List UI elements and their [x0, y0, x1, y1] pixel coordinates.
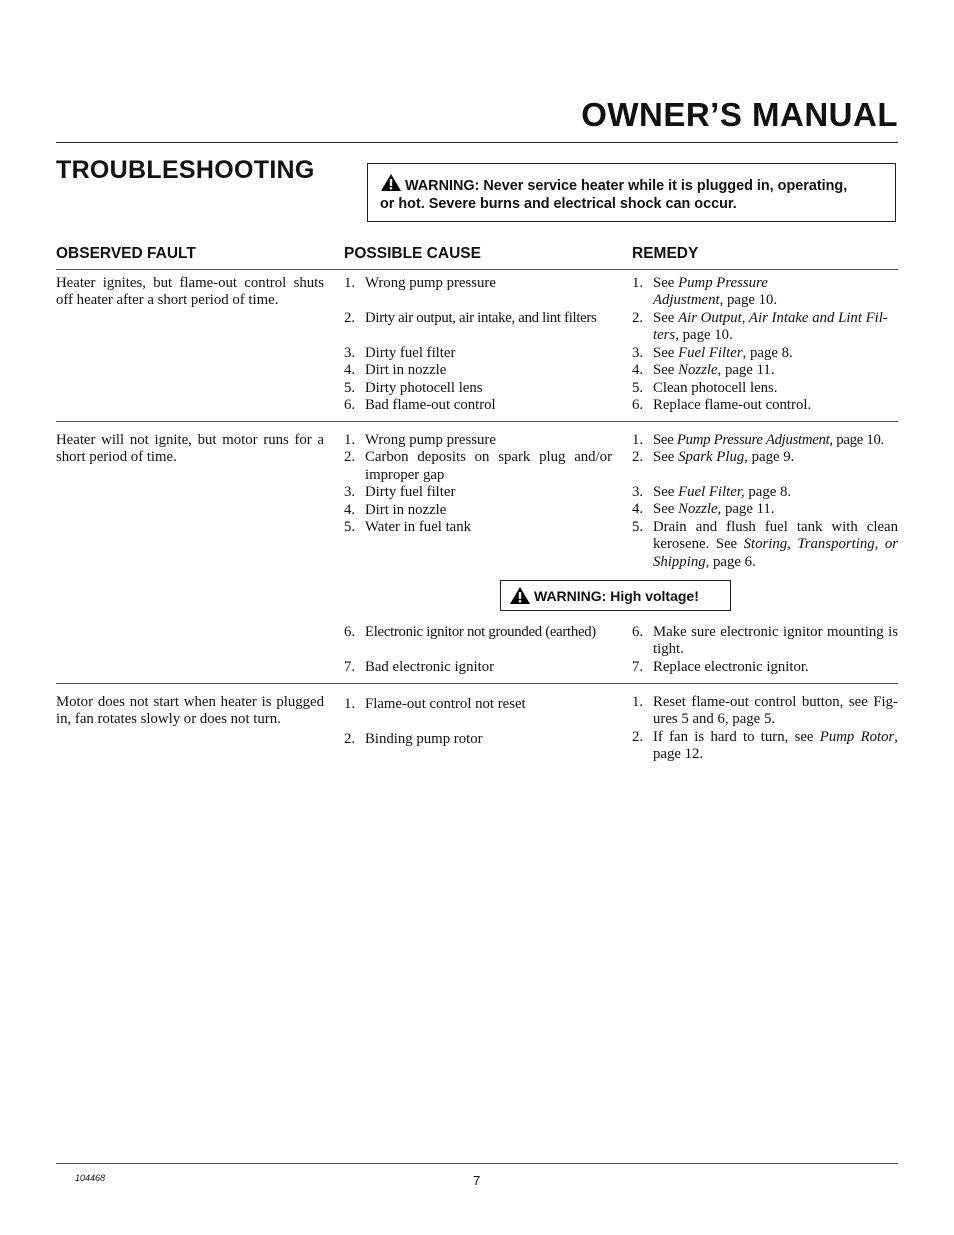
num: 6. [632, 624, 644, 640]
num: 6. [632, 397, 644, 414]
page-number: 7 [473, 1173, 481, 1188]
remedy-ref: Fuel Filter, [678, 484, 745, 500]
num: 3. [344, 484, 356, 501]
list-item [344, 380, 612, 397]
remedy-text: See [653, 362, 679, 379]
num [632, 292, 653, 309]
row-divider [56, 683, 898, 684]
list-item [632, 501, 898, 518]
list-item [344, 362, 612, 379]
remedy-text: page 8. [744, 484, 792, 500]
num: 7. [632, 658, 644, 675]
remedy-ref: Nozzle, [678, 501, 722, 518]
list-item [632, 624, 898, 659]
cause-text: Electronic ignitor not grounded (earthed) [365, 624, 596, 640]
num: 2. [344, 731, 356, 747]
list-item [632, 362, 898, 379]
cause-text: Dirty photocell lens [365, 379, 483, 396]
num: 1. [632, 694, 644, 710]
num: 1. [632, 275, 644, 291]
list-item [632, 449, 898, 466]
list-item [344, 519, 612, 536]
high-voltage-text: WARNING: High voltage! [534, 587, 699, 604]
remedy-text: Make sure electronic ignitor mounting is tight. [653, 624, 898, 658]
num: 2. [632, 449, 644, 466]
num: 1. [632, 432, 644, 448]
num: 1. [344, 696, 356, 712]
list-item [632, 484, 898, 501]
remedy-text: page 10. [832, 432, 884, 448]
num: 7. [344, 659, 356, 675]
row3-fault: Motor does not start when heater is plugged in, fan rotates slowly or does not turn. [56, 694, 324, 728]
remedy-ref: Air Output, Air Intake and Lint Fil- [678, 310, 888, 326]
remedy-text: Clean photocell lens. [653, 379, 778, 396]
row2-remedy-list-c [632, 624, 898, 676]
remedy-ref: Spark Plug, [678, 449, 748, 466]
cause-text: Carbon deposits on spark plug and/or improper gap [365, 449, 612, 483]
row1-fault: Heater ignites, but flame-out control shuts off heater after a short period of time. [56, 275, 324, 309]
warning-line2: or hot. Severe burns and electrical shock can occur. [380, 196, 737, 212]
warning-line1: WARNING: Never service heater while it is plugged in, operating, [405, 178, 848, 194]
remedy-text: See [653, 484, 679, 500]
document-code: 104468 [75, 1173, 106, 1183]
cause-text: Water in fuel tank [365, 519, 472, 536]
list-item [344, 432, 612, 449]
list-item [632, 694, 898, 729]
list-item [632, 432, 898, 449]
remedy-ref: Pump Pressure [678, 275, 768, 291]
remedy-text: , page 8. [742, 345, 793, 361]
row2-cause-6 [344, 624, 612, 641]
remedy-text: Reset flame-out control button, see Fig-ures 5 and 6, page 5. [653, 694, 898, 728]
remedy-ref: Pump Pressure Adjustment, [676, 432, 833, 448]
num: 2. [632, 728, 644, 745]
remedy-text: Replace electronic ignitor. [653, 658, 809, 675]
remedy-ref: Pump Rotor [819, 728, 895, 745]
warning-box [367, 163, 896, 222]
row2-cause-7 [344, 659, 612, 676]
remedy-text: page 9. [747, 449, 795, 466]
header-rule [56, 142, 898, 143]
cause-text: Dirt in nozzle [365, 362, 447, 379]
list-item [632, 345, 898, 362]
row2-cause-list [344, 432, 612, 536]
col-possible-cause: POSSIBLE CAUSE [344, 245, 481, 262]
col-observed-fault: OBSERVED FAULT [56, 245, 196, 262]
num: 4. [632, 501, 644, 518]
num: 4. [344, 501, 356, 518]
num: 6. [344, 397, 356, 414]
remedy-text: , page 12. [653, 728, 898, 763]
high-voltage-warning [500, 580, 731, 611]
list-item [632, 659, 898, 676]
num: 1. [344, 432, 356, 448]
num: 5. [632, 379, 644, 396]
row1-cause-2 [344, 310, 612, 327]
manual-title: OWNER’S MANUAL [581, 96, 898, 133]
remedy-ref: Storing, Transporting, or Shipping, [653, 536, 898, 570]
row-divider [56, 421, 898, 422]
cause-text: Binding pump rotor [365, 731, 483, 747]
list-item [344, 449, 612, 484]
remedy-text: , page 11. [717, 362, 775, 379]
list-item [344, 345, 612, 362]
warning-icon [509, 586, 531, 605]
num: 6. [344, 624, 356, 640]
num: 3. [632, 484, 644, 500]
num: 5. [632, 518, 644, 535]
list-item [344, 502, 612, 519]
cause-text: Bad flame-out control [365, 397, 496, 414]
row1-remedy-2 [632, 310, 898, 345]
remedy-text: Replace flame-out control. [653, 397, 812, 414]
remedy-text: See [653, 501, 679, 518]
remedy-text: See [653, 345, 679, 361]
row1-cause-1 [344, 275, 612, 292]
remedy-text: , page 10. [719, 292, 778, 309]
cause-text: Flame-out control not reset [365, 696, 526, 712]
row2-remedy-list-a [632, 432, 898, 467]
num: 4. [344, 362, 356, 379]
footer-rule [56, 1163, 898, 1164]
remedy-text: page 6. [709, 553, 756, 570]
remedy-ref: ters [653, 327, 676, 344]
remedy-text: See [653, 449, 679, 466]
num: 5. [344, 519, 356, 536]
num: 3. [632, 345, 644, 361]
list-item [632, 397, 898, 414]
col-remedy: REMEDY [632, 245, 699, 262]
row1-remedy-list [632, 345, 898, 415]
list-item [344, 397, 612, 414]
section-title: TROUBLESHOOTING [56, 156, 315, 184]
table-header-rule [56, 269, 898, 270]
row2-fault: Heater will not ignite, but motor runs for a short period of time. [56, 432, 324, 466]
num: 1. [344, 275, 356, 291]
cause-text: Bad electronic ignitor [365, 659, 495, 675]
cause-text: Dirty air output, air intake, and lint filters [365, 310, 597, 326]
list-item [632, 519, 898, 571]
num [632, 327, 653, 344]
cause-text: Wrong pump pressure [365, 432, 496, 448]
list-item [632, 729, 898, 764]
num: 3. [344, 345, 356, 361]
row3-cause-1 [344, 696, 612, 713]
num: 2. [344, 310, 356, 326]
remedy-text: page 11. [721, 501, 775, 518]
remedy-text: Drain and flush fuel tank with clean kerosene. See [653, 518, 898, 553]
row2-remedy-list-b [632, 484, 898, 571]
remedy-ref: Nozzle [678, 362, 718, 379]
row3-cause-2 [344, 731, 612, 748]
remedy-ref: Fuel Filter [678, 345, 743, 361]
warning-icon [380, 173, 402, 192]
remedy-ref: Adjustment [653, 292, 720, 309]
list-item [344, 484, 612, 501]
remedy-text: , page 10. [675, 327, 733, 344]
row1-cause-list [344, 345, 612, 415]
num: 5. [344, 379, 356, 396]
cause-text: Dirt in nozzle [365, 501, 447, 518]
remedy-text: See [653, 310, 679, 326]
num: 2. [344, 449, 356, 466]
cause-text: Wrong pump pressure [365, 275, 496, 291]
remedy-text: If fan is hard to turn, see [653, 728, 820, 745]
list-item [632, 380, 898, 397]
cause-text: Dirty fuel filter [365, 345, 456, 361]
cause-text: Dirty fuel filter [365, 484, 456, 501]
remedy-text: See [653, 275, 679, 291]
num: 4. [632, 362, 644, 379]
num: 2. [632, 310, 644, 326]
remedy-text: See [653, 432, 677, 448]
row3-remedy-list [632, 694, 898, 764]
row1-remedy-1 [632, 275, 898, 310]
